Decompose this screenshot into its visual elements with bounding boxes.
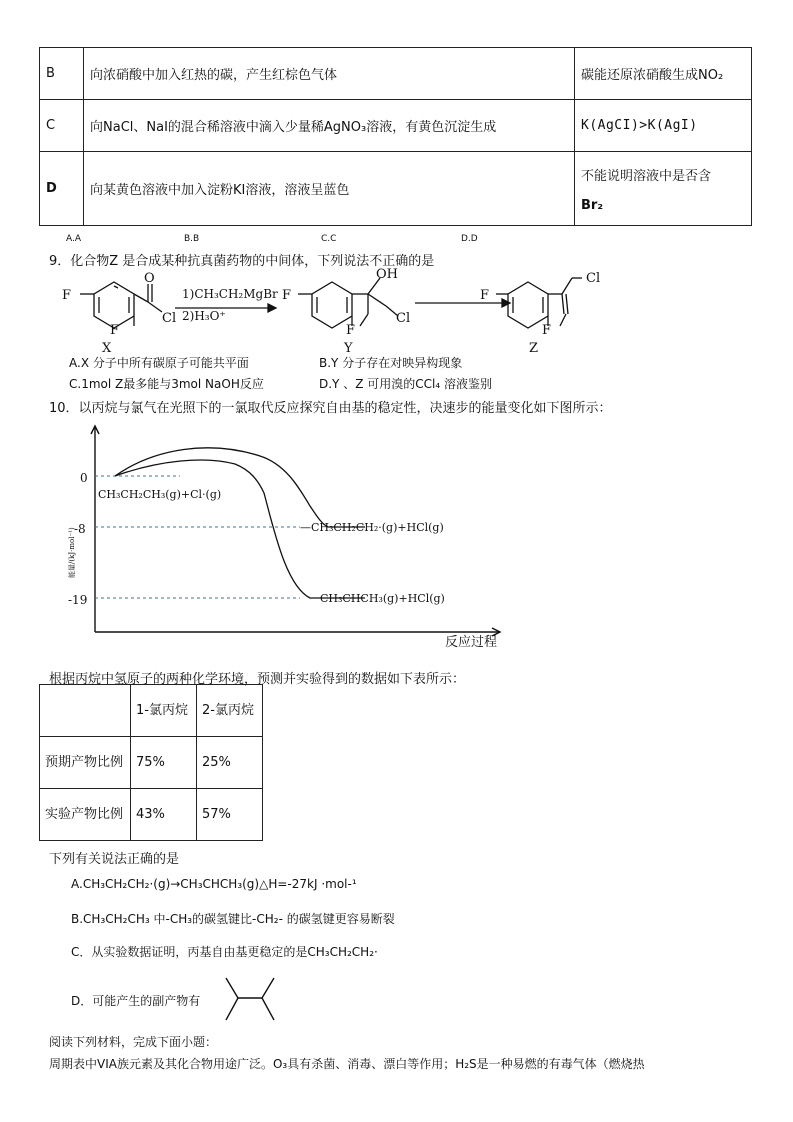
table-cell: 25% bbox=[197, 737, 263, 789]
table-cell: 43% bbox=[131, 789, 197, 841]
option-desc: 向浓硝酸中加入红热的碳，产生红棕色气体 bbox=[84, 48, 575, 100]
option-conclusion: 碳能还原浓硝酸生成NO₂ bbox=[575, 48, 752, 100]
atom-label: Cl bbox=[396, 311, 411, 326]
compound-label-x: X bbox=[102, 341, 112, 356]
atom-label: O bbox=[144, 271, 155, 286]
atom-label: F bbox=[480, 288, 490, 303]
energy-diagram bbox=[60, 418, 520, 650]
table-row bbox=[40, 48, 752, 100]
table-row bbox=[40, 737, 263, 789]
table-header-cell: 1-氯丙烷 bbox=[131, 685, 197, 737]
option-desc: 向某黄色溶液中加入淀粉KI溶液，溶液呈蓝色 bbox=[84, 152, 575, 226]
table-cell: 预期产物比例 bbox=[40, 737, 131, 789]
q10-option-a: A.CH₃CH₂CH₂·(g)→CH₃CHCH₃(g)△H=-27kJ ·mol-¹ bbox=[71, 877, 357, 891]
atom-label: Cl bbox=[586, 271, 601, 286]
benzene-ring-z bbox=[508, 282, 548, 328]
benzene-ring-y bbox=[312, 282, 352, 328]
choice-b: B.B bbox=[184, 234, 200, 244]
table-header-cell: 2-氯丙烷 bbox=[197, 685, 263, 737]
product-ratio-table bbox=[39, 684, 263, 841]
compound-label-y: Y bbox=[344, 341, 353, 356]
table-row bbox=[40, 152, 752, 226]
options-table bbox=[39, 47, 752, 226]
question-ask: 下列有关说法正确的是 bbox=[49, 852, 180, 867]
benzene-ring-x bbox=[94, 282, 134, 328]
q9-option-b: B.Y 分子存在对映异构现象 bbox=[319, 356, 463, 370]
table-header-cell bbox=[40, 685, 131, 737]
table-intro: 根据丙烷中氢原子的两种化学环境，预测并实验得到的数据如下表所示： bbox=[49, 672, 466, 687]
conclusion-line: 不能说明溶液中是否含 bbox=[581, 168, 712, 184]
option-letter: B bbox=[40, 48, 84, 100]
option-letter: C bbox=[40, 100, 84, 152]
reagent-2: 2)H₃O⁺ bbox=[182, 309, 226, 323]
choice-d: D.D bbox=[461, 234, 478, 244]
atom-label: F bbox=[346, 323, 356, 338]
reading-line: 周期表中VIA族元素及其化合物用途广泛。O₃具有杀菌、消毒、漂白等作用；H₂S是一种易燃的有毒气体（燃烧热 bbox=[49, 1057, 645, 1071]
atom-label: F bbox=[110, 323, 120, 338]
q10-option-b: B.CH₃CH₂CH₃ 中-CH₃的碳氢键比-CH₂- 的碳氢键更容易断裂 bbox=[71, 912, 395, 926]
conclusion-line: Br₂ bbox=[581, 197, 604, 213]
atom-label: F bbox=[282, 288, 292, 303]
reaction-scheme bbox=[40, 266, 640, 356]
table-cell: 57% bbox=[197, 789, 263, 841]
y-tick-label: -8 bbox=[74, 522, 86, 536]
end-label-1: —CH₃CH₂CH₂·(g)+HCl(g) bbox=[300, 521, 444, 534]
y-axis-label: 能量/(kJ·mol⁻¹) bbox=[68, 527, 76, 578]
option-conclusion bbox=[575, 152, 752, 226]
q9-option-c: C.1mol Z最多能与3mol NaOH反应 bbox=[69, 377, 264, 391]
reading-title: 阅读下列材料，完成下面小题： bbox=[49, 1035, 218, 1049]
table-row bbox=[40, 685, 263, 737]
question-stem: 9．化合物Z 是合成某种抗真菌药物的中间体，下列说法不正确的是 bbox=[49, 254, 435, 269]
byproduct-structure bbox=[222, 974, 278, 1026]
x-axis-label: 反应过程 bbox=[445, 635, 498, 650]
table-cell: 实验产物比例 bbox=[40, 789, 131, 841]
table-cell: 75% bbox=[131, 737, 197, 789]
atom-label: F bbox=[542, 323, 552, 338]
compound-label-z: Z bbox=[529, 341, 539, 356]
table-row bbox=[40, 789, 263, 841]
q10-option-c: C．从实验数据证明，丙基自由基更稳定的是CH₃CH₂CH₂· bbox=[71, 945, 378, 959]
question-stem: 10．以丙烷与氯气在光照下的一氯取代反应探究自由基的稳定性，决速步的能量变化如下图所示： bbox=[49, 401, 612, 416]
y-tick-label: 0 bbox=[80, 471, 88, 485]
table-row bbox=[40, 100, 752, 152]
q9-option-a: A.X 分子中所有碳原子可能共平面 bbox=[69, 356, 249, 370]
atom-label: F bbox=[62, 288, 72, 303]
option-desc: 向NaCl、NaI的混合稀溶液中滴入少量稀AgNO₃溶液，有黄色沉淀生成 bbox=[84, 100, 575, 152]
atom-label: OH bbox=[376, 267, 398, 282]
q9-option-d: D.Y 、Z 可用溴的CCl₄ 溶液鉴别 bbox=[319, 377, 492, 391]
atom-label: Cl bbox=[162, 311, 177, 326]
end-label-2: CH₃CHCH₃(g)+HCl(g) bbox=[320, 592, 445, 605]
choice-a: A.A bbox=[66, 234, 82, 244]
option-conclusion: K(AgCI)>K(AgI) bbox=[575, 100, 752, 152]
y-tick-label: -19 bbox=[68, 593, 88, 607]
option-letter: D bbox=[40, 152, 84, 226]
q10-option-d: D．可能产生的副产物有 bbox=[71, 994, 201, 1008]
reagent-1: 1)CH₃CH₂MgBr bbox=[182, 287, 278, 301]
start-label: CH₃CH₂CH₃(g)+Cl·(g) bbox=[98, 488, 222, 501]
choice-c: C.C bbox=[321, 234, 337, 244]
